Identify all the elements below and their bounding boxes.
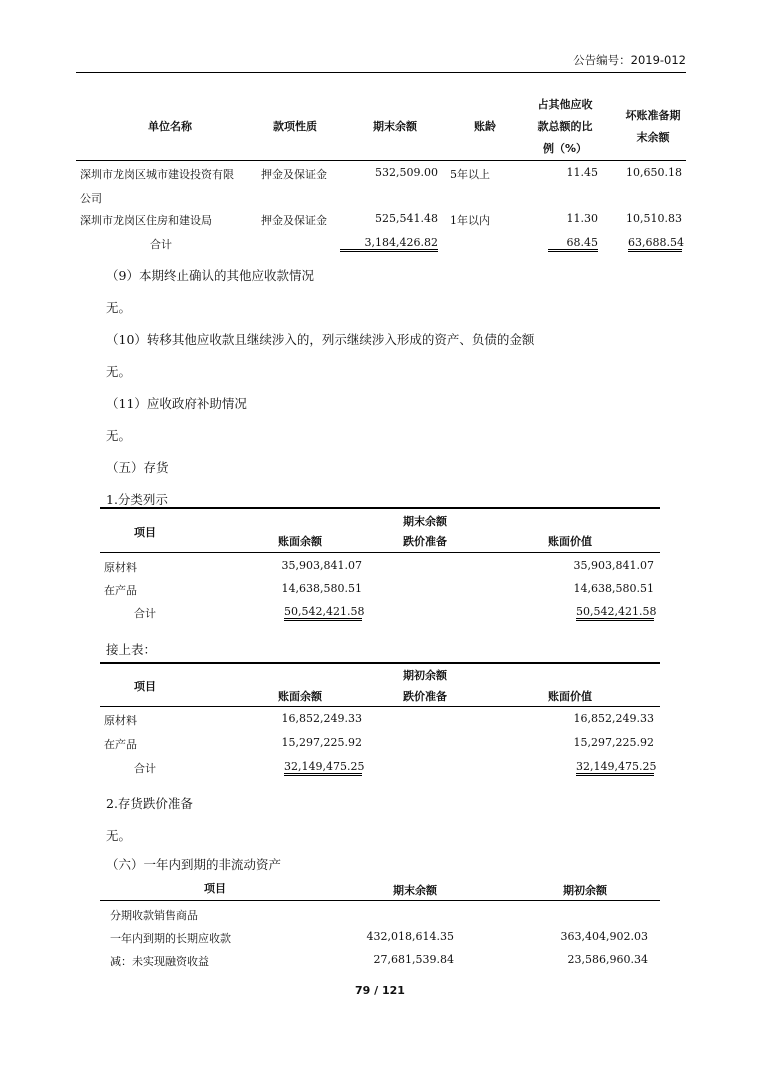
row-name: 原材料 <box>104 714 137 727</box>
section-6-heading: （六）一年内到期的非流动资产 <box>106 857 282 872</box>
row-opening: 23,586,960.34 <box>567 953 648 966</box>
col-header-unit: 单位名称 <box>148 120 192 133</box>
row1-unit-line1: 深圳市龙岗区城市建设投资有限 <box>80 168 234 181</box>
row-name: 减：未实现融资收益 <box>110 955 209 968</box>
row1-nature: 押金及保证金 <box>261 168 327 181</box>
col-header-book-balance: 账面余额 <box>278 690 322 703</box>
col-header-item: 项目 <box>204 882 226 895</box>
section-11-none: 无。 <box>106 428 132 443</box>
total-book-balance: 32,149,475.25 <box>284 760 362 776</box>
col-header-balance: 期末余额 <box>373 120 417 133</box>
row2-age: 1年以内 <box>450 214 490 227</box>
row-name: 一年内到期的长期应收款 <box>110 932 231 945</box>
row1-ratio: 11.45 <box>566 166 598 179</box>
total-ratio: 68.45 <box>548 236 598 252</box>
row2-unit: 深圳市龙岗区住房和建设局 <box>80 214 212 227</box>
page-number: 79 / 121 <box>355 984 405 997</box>
row-name: 原材料 <box>104 561 137 574</box>
col-header-book-value: 账面价值 <box>548 535 592 548</box>
col-header-item: 项目 <box>134 680 156 693</box>
row2-nature: 押金及保证金 <box>261 214 327 227</box>
page-header <box>76 52 686 73</box>
row2-ratio: 11.30 <box>566 212 598 225</box>
col-header-age: 账龄 <box>474 120 496 133</box>
row-book-balance: 15,297,225.92 <box>281 736 362 749</box>
row1-unit-line2: 公司 <box>80 192 102 205</box>
col-header-ratio-3: 例（%） <box>542 142 588 155</box>
col-header-bad-2: 末余额 <box>636 131 670 144</box>
row-book-value: 16,852,249.33 <box>573 712 654 725</box>
section-5-heading: （五）存货 <box>106 460 169 475</box>
col-header-closing: 期末余额 <box>393 884 437 897</box>
row1-bad: 10,650.18 <box>626 166 682 179</box>
table-top-rule <box>100 507 660 509</box>
row-opening: 363,404,902.03 <box>560 930 648 943</box>
row1-age: 5年以上 <box>450 168 490 181</box>
total-book-balance: 50,542,421.58 <box>284 605 362 621</box>
row-book-balance: 35,903,841.07 <box>281 559 362 572</box>
total-label: 合计 <box>134 762 156 775</box>
section-11-heading: （11）应收政府补助情况 <box>106 396 247 411</box>
col-header-provision: 跌价准备 <box>403 690 447 703</box>
table-top-rule <box>100 662 660 664</box>
table-header-rule <box>100 706 660 707</box>
row2-bad: 10,510.83 <box>626 212 682 225</box>
row1-balance: 532,509.00 <box>375 166 438 179</box>
row-book-value: 14,638,580.51 <box>573 582 654 595</box>
col-header-nature: 款项性质 <box>273 120 317 133</box>
section-9-none: 无。 <box>106 300 132 315</box>
table-header-rule <box>100 900 660 901</box>
row-closing: 27,681,539.84 <box>373 953 454 966</box>
total-label: 合计 <box>150 238 172 251</box>
total-bad: 63,688.54 <box>628 236 682 252</box>
section-5-2-heading: 2.存货跌价准备 <box>106 796 193 811</box>
col-header-opening: 期初余额 <box>563 884 607 897</box>
col-header-book-value: 账面价值 <box>548 690 592 703</box>
announcement-number: 公告编号：2019-012 <box>573 53 686 67</box>
col-header-item: 项目 <box>134 526 156 539</box>
section-5-1-heading: 1.分类列示 <box>106 492 168 507</box>
row-book-balance: 16,852,249.33 <box>281 712 362 725</box>
total-book-value: 32,149,475.25 <box>576 760 654 776</box>
row-name: 分期收款销售商品 <box>110 909 198 922</box>
col-header-group: 期末余额 <box>403 515 447 528</box>
row-name: 在产品 <box>104 584 137 597</box>
total-label: 合计 <box>134 607 156 620</box>
continued-label: 接上表： <box>106 642 157 657</box>
col-header-group: 期初余额 <box>403 669 447 682</box>
total-book-value: 50,542,421.58 <box>576 605 654 621</box>
table-header-rule <box>100 552 660 553</box>
row2-balance: 525,541.48 <box>375 212 438 225</box>
section-10-none: 无。 <box>106 364 132 379</box>
col-header-bad-1: 坏账准备期 <box>625 109 681 122</box>
col-header-ratio-2: 款总额的比 <box>537 120 593 133</box>
section-5-2-none: 无。 <box>106 828 132 843</box>
col-header-provision: 跌价准备 <box>403 535 447 548</box>
total-balance: 3,184,426.82 <box>340 236 438 252</box>
row-name: 在产品 <box>104 738 137 751</box>
row-book-balance: 14,638,580.51 <box>281 582 362 595</box>
section-9-heading: （9）本期终止确认的其他应收款情况 <box>106 268 314 283</box>
section-10-heading: （10）转移其他应收款且继续涉入的，列示继续涉入形成的资产、负债的金额 <box>106 332 535 347</box>
row-closing: 432,018,614.35 <box>366 930 454 943</box>
col-header-book-balance: 账面余额 <box>278 535 322 548</box>
row-book-value: 15,297,225.92 <box>573 736 654 749</box>
table-rule <box>76 160 686 161</box>
col-header-ratio-1: 占其他应收 <box>537 98 593 111</box>
row-book-value: 35,903,841.07 <box>573 559 654 572</box>
